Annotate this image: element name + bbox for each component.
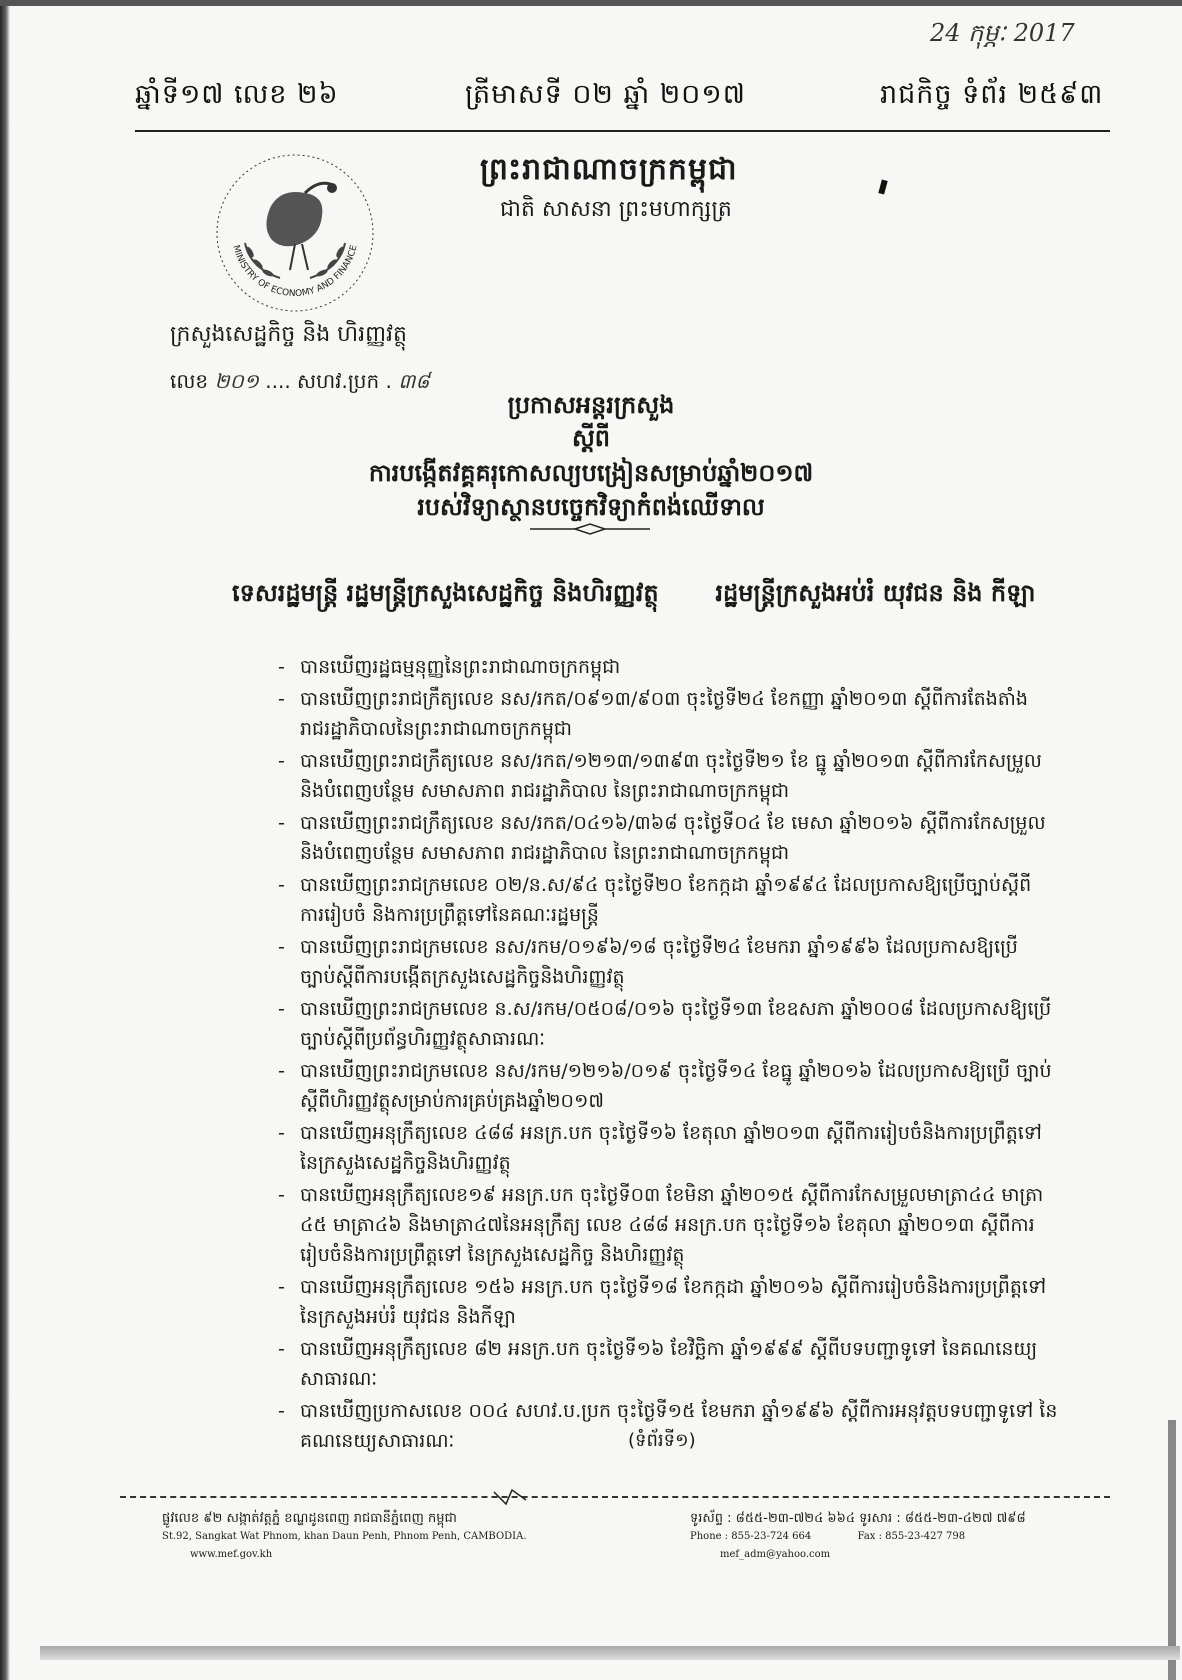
legal-reference-item xyxy=(278,1180,1058,1270)
signatory-finance-minister: ទេសរដ្ឋមន្ត្រី រដ្ឋមន្ត្រីក្រសួងសេដ្ឋកិច្ច និងហិរញ្ញវត្ថុ xyxy=(232,579,659,607)
legal-reference-text: បានឃើញព្រះរាជក្រមលេខ ន.ស/រកម/០៥០៨/០១៦ ចុះថ្ងៃទី១៣ ខែឧសភា ឆ្នាំ២០០៨ ដែលប្រកាសឱ្យប្រើ ច្បាប់ស្តីពីប្រព័ន្ធហិរញ្ញវត្ថុសាធារណៈ xyxy=(300,998,1052,1050)
gazette-page-number: រាជកិច្ច ទំព័រ ២៥៩៣ xyxy=(880,79,1104,110)
footer-website: www.mef.gov.kh xyxy=(190,1549,273,1560)
reference-prefix: លេខ xyxy=(170,369,209,393)
ministry-seal-icon xyxy=(210,148,380,318)
legal-reference-text: បានឃើញព្រះរាជក្រឹត្យលេខ នស/រកត/០៤១៦/៣៦៨ ចុះថ្ងៃទី០៤ ខែ មេសា ឆ្នាំ២០១៦ ស្តីពីការកែសម្រួល និងបំពេញបន្ថែម សមាសភាព រាជរដ្ឋាភិបាល នៃព្រះរាជាណាចក្រកម្ពុជា xyxy=(300,812,1046,864)
document-subject-line-2: របស់វិទ្យាស្ថានបច្ចេកវិទ្យាកំពង់ឈើទាល xyxy=(417,493,765,521)
scan-shadow-top xyxy=(0,0,1182,6)
footer-phone-en: Phone : 855-23-724 664 xyxy=(690,1531,812,1542)
legal-reference-text: បានឃើញអនុក្រឹត្យលេខ ១៥៦ អនក្រ.បក ចុះថ្ងៃទី១៨ ខែកក្កដា ឆ្នាំ២០១៦ ស្តីពីការរៀបចំនិងការប្រព្រឹត្តទៅ នៃក្រសួងអប់រំ យុវជន និងកីឡា xyxy=(300,1276,1047,1328)
legal-reference-text: បានឃើញព្រះរាជក្រមលេខ ០២/ន.ស/៩៤ ចុះថ្ងៃទី២០ ខែកក្កដា ឆ្នាំ១៩៩៤ ដែលប្រកាសឱ្យប្រើច្បាប់ស្តីពី ការរៀបចំ និងការប្រព្រឹត្តទៅនៃគណៈរដ្ឋមន្ត្រី xyxy=(300,874,1032,926)
scan-shadow-left xyxy=(0,0,10,1680)
legal-reference-text: បានឃើញព្រះរាជក្រមលេខ នស/រកម/១២១៦/០១៩ ចុះថ្ងៃទី១៤ ខែធ្នូ ឆ្នាំ២០១៦ ដែលប្រកាសឱ្យប្រើ ច្បាប់ស្តីពីហិរញ្ញវត្ថុសម្រាប់ការគ្រប់គ្រងឆ្នាំ២០១៧ xyxy=(300,1060,1052,1112)
footer-address-km: ផ្លូវលេខ ៩២ សង្កាត់វត្តភ្នំ ខណ្ឌដូនពេញ រាជធានីភ្នំពេញ កម្ពុជា xyxy=(162,1511,457,1526)
list-bullet: - xyxy=(278,688,285,710)
list-bullet: - xyxy=(278,812,285,834)
legal-reference-item xyxy=(278,994,1058,1054)
ministry-name: ក្រសួងសេដ្ឋកិច្ច និង ហិរញ្ញវត្ថុ xyxy=(170,322,407,347)
footer-divider xyxy=(120,1496,1110,1498)
legal-reference-item xyxy=(278,1056,1058,1116)
footer-phone-km: ទូរស័ព្ទ : ៨៥៥-២៣-៧២៤ ៦៦៤ ទូរសារ : ៨៥៥-២៣-៤២៧ ៧៩៨ xyxy=(690,1511,1026,1526)
list-bullet: - xyxy=(278,936,285,958)
reference-suffix: សហវ.ប្រក xyxy=(297,369,380,393)
legal-reference-text: បានឃើញព្រះរាជក្រឹត្យលេខ នស/រកត/០៩១៣/៩០៣ ចុះថ្ងៃទី២៤ ខែកញ្ញា ឆ្នាំ២០១៣ ស្តីពីការតែងតាំង រាជរដ្ឋាភិបាលនៃព្រះរាជាណាចក្រកម្ពុជា xyxy=(300,688,1028,740)
legal-reference-item xyxy=(278,1272,1058,1332)
title-ornament-icon xyxy=(530,523,650,535)
reference-number: លេខ ២០១ .... សហវ.ប្រក . ៣៨ xyxy=(170,369,430,393)
legal-reference-item xyxy=(278,684,1058,744)
list-bullet: - xyxy=(278,656,285,678)
list-bullet: - xyxy=(278,1400,285,1422)
footer-fax-en: Fax : 855-23-427 798 xyxy=(857,1531,966,1542)
seal-label: MINISTRY OF ECONOMY AND FINANCE xyxy=(230,244,360,300)
reference-handwritten-code: ៣៨ xyxy=(398,369,430,393)
document-type: ប្រកាសអន្តរក្រសួង xyxy=(507,391,675,419)
legal-references-list xyxy=(278,652,1058,1458)
document-subject-line-1: ការបង្កើតវគ្គគរុកោសល្យបង្រៀនសម្រាប់ឆ្នាំ២០១៧ xyxy=(368,459,814,487)
national-motto: ជាតិ សាសនា ព្រះមហាក្សត្រ xyxy=(500,197,732,222)
pen-mark xyxy=(878,179,887,194)
footer-contact xyxy=(690,1510,1026,1564)
list-bullet: - xyxy=(278,1276,285,1298)
header-divider xyxy=(135,130,1110,132)
legal-reference-item xyxy=(278,746,1058,806)
footer-address-en: St.92, Sangkat Wat Phnom, khan Daun Penh, Phnom Penh, CAMBODIA. xyxy=(162,1531,527,1542)
list-bullet: - xyxy=(278,1184,285,1206)
legal-reference-text: បានឃើញប្រកាសលេខ ០០៤ សហវ.ប.ប្រក ចុះថ្ងៃទី១៥ ខែមករា ឆ្នាំ១៩៩៦ ស្តីពីការអនុវត្តបទបញ្ជាទូទៅ នៃ គណនេយ្យសាធារណៈ xyxy=(300,1400,1058,1452)
signatories xyxy=(232,578,1035,613)
list-bullet: - xyxy=(278,750,285,772)
signatory-education-minister: រដ្ឋមន្ត្រីក្រសួងអប់រំ យុវជន និង កីឡា xyxy=(715,579,1036,607)
legal-reference-item xyxy=(278,808,1058,868)
list-bullet: - xyxy=(278,1338,285,1360)
footer-address xyxy=(162,1510,527,1564)
legal-reference-text: បានឃើញអនុក្រឹត្យលេខ ៤៨៨ អនក្រ.បក ចុះថ្ងៃទី១៦ ខែតុលា ឆ្នាំ២០១៣ ស្តីពីការរៀបចំនិងការប្រព្រឹត្តទៅ នៃក្រសួងសេដ្ឋកិច្ចនិងហិរញ្ញវត្ថុ xyxy=(300,1122,1042,1174)
page-counter: (ទំព័រទី១) xyxy=(628,1430,696,1451)
signature-mark-icon xyxy=(490,1486,530,1508)
legal-reference-item xyxy=(278,1334,1058,1394)
kingdom-name: ព្រះរាជាណាចក្រកម្ពុជា xyxy=(480,152,738,187)
reference-handwritten-number: ២០១ xyxy=(214,369,259,393)
scan-shadow-right xyxy=(1168,1420,1176,1680)
footer-email: mef_adm@yahoo.com xyxy=(720,1549,831,1560)
gazette-year-issue: ឆ្នាំទី១៧ លេខ ២៦ xyxy=(135,79,339,110)
legal-reference-item xyxy=(278,870,1058,930)
legal-reference-text: បានឃើញអនុក្រឹត្យលេខ ៨២ អនក្រ.បក ចុះថ្ងៃទី១៦ ខែវិច្ឆិកា ឆ្នាំ១៩៩៩ ស្តីពីបទបញ្ជាទូទៅ នៃគណនេយ្យ សាធារណៈ xyxy=(300,1338,1038,1390)
legal-reference-text: បានឃើញអនុក្រឹត្យលេខ១៩ អនក្រ.បក ចុះថ្ងៃទី០៣ ខែមិនា ឆ្នាំ២០១៥ ស្តីពីការកែសម្រួលមាត្រា៤៤ មាត្រា ៤៥ មាត្រា៤៦ និងមាត្រា៤៧នៃអនុក្រឹត្យ លេខ ៤៨៨ អនក្រ.បក ចុះថ្ងៃទី១៦ ខែតុលា ឆ្នាំ២០១៣ ស្តីពីការ រៀបចំនិងការប្រព្រឹត្តទៅ នៃក្រសួងសេដ្ឋកិច្ច និងហិរញ្ញវត្ថុ xyxy=(300,1184,1044,1266)
handwritten-date: 24 កុម្ភៈ 2017 xyxy=(930,19,1075,47)
legal-reference-item xyxy=(278,1118,1058,1178)
legal-reference-item xyxy=(278,932,1058,992)
legal-reference-text: បានឃើញរដ្ឋធម្មនុញ្ញនៃព្រះរាជាណាចក្រកម្ពុជា xyxy=(300,656,621,678)
gazette-quarter: ត្រីមាសទី ០២ ឆ្នាំ ២០១៧ xyxy=(465,79,746,110)
scan-shadow-bottom xyxy=(40,1646,1180,1660)
document-subject-label: ស្តីពី xyxy=(571,424,611,452)
list-bullet: - xyxy=(278,1060,285,1082)
legal-reference-item xyxy=(278,652,1058,682)
list-bullet: - xyxy=(278,874,285,896)
list-bullet: - xyxy=(278,998,285,1020)
legal-reference-text: បានឃើញព្រះរាជក្រឹត្យលេខ នស/រកត/១២១៣/១៣៩៣ ចុះថ្ងៃទី២១ ខែ ធ្នូ ឆ្នាំ២០១៣ ស្តីពីការកែសម្រួល និងបំពេញបន្ថែម សមាសភាព រាជរដ្ឋាភិបាល នៃព្រះរាជាណាចក្រកម្ពុជា xyxy=(300,750,1042,802)
legal-reference-text: បានឃើញព្រះរាជក្រមលេខ នស/រកម/០១៩៦/១៨ ចុះថ្ងៃទី២៤ ខែមករា ឆ្នាំ១៩៩៦ ដែលប្រកាសឱ្យប្រើ ច្បាប់ស្តីពីការបង្កើតក្រសួងសេដ្ឋកិច្ចនិងហិរញ្ញវត្ថុ xyxy=(300,936,1018,988)
list-bullet: - xyxy=(278,1122,285,1144)
